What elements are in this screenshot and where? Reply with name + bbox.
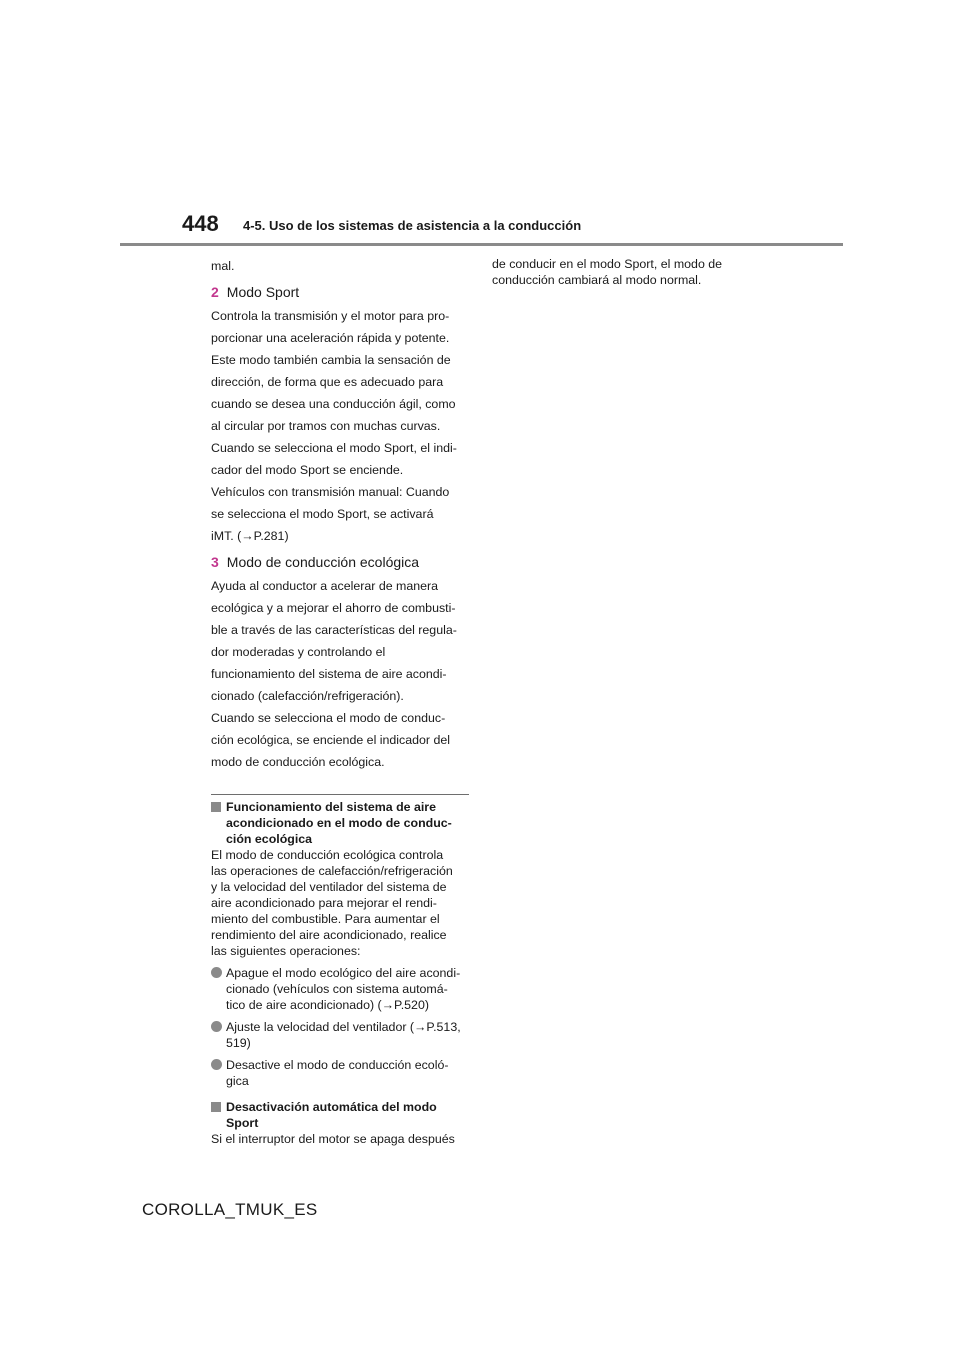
list-item <box>211 1019 469 1051</box>
note-text-sport-off <box>211 1131 469 1147</box>
bullet-line[interactable]: tico de aire acondicionado) (→P.520) <box>226 998 429 1012</box>
note-divider <box>211 794 469 795</box>
body-line: al circular por tramos con muchas curvas. <box>211 419 441 433</box>
circle-bullet-icon <box>211 1059 222 1070</box>
section-title: 4-5. Uso de los sistemas de asistencia a la conducción <box>243 218 582 233</box>
bullet-line: Desactive el modo de conducción ecoló- <box>226 1058 449 1072</box>
square-bullet-icon <box>211 1102 221 1112</box>
item-heading-sport <box>211 282 469 302</box>
circle-bullet-icon <box>211 967 222 978</box>
note-heading-line: Sport <box>226 1116 259 1130</box>
body-line: Vehículos con transmisión manual: Cuando <box>211 485 450 499</box>
item-title: Modo Sport <box>226 284 300 300</box>
note-line: y la velocidad del ventilador del sistema de <box>211 880 447 894</box>
body-line: se selecciona el modo Sport, se activará <box>211 507 434 521</box>
note-heading-line: acondicionado en el modo de conduc- <box>226 816 452 830</box>
page-number: 448 <box>182 211 219 236</box>
list-item <box>211 965 469 1013</box>
note-line: las siguientes operaciones: <box>211 944 361 958</box>
bullet-line: gica <box>226 1074 249 1088</box>
note-line: las operaciones de calefacción/refrigeración <box>211 864 453 878</box>
item-number: 3 <box>211 554 219 570</box>
note-text-ac <box>211 847 469 959</box>
body-line: cador del modo Sport se enciende. <box>211 463 404 477</box>
left-column <box>211 256 469 1147</box>
note-heading-line: ción ecológica <box>226 832 313 846</box>
bullet-line: Apague el modo ecológico del aire acondi- <box>226 966 461 980</box>
bullet-line[interactable]: 519) <box>226 1036 251 1050</box>
body-line: Controla la transmisión y el motor para pro- <box>211 309 450 323</box>
body-line: Este modo también cambia la sensación de <box>211 353 451 367</box>
body-line: Cuando se selecciona el modo Sport, el indi- <box>211 441 457 455</box>
body-line: Cuando se selecciona el modo de conduc- <box>211 711 446 725</box>
circle-bullet-icon <box>211 1021 222 1032</box>
note-line: de conducir en el modo Sport, el modo de <box>492 257 723 271</box>
list-item <box>211 1057 469 1089</box>
item-body-sport <box>211 306 469 546</box>
note-heading-line: Desactivación automática del modo <box>226 1100 437 1114</box>
bullet-line: cionado (vehículos con sistema automá- <box>226 982 448 996</box>
spacer <box>211 1089 469 1095</box>
item-heading-eco <box>211 552 469 572</box>
item-title: Modo de conducción ecológica <box>226 554 420 570</box>
body-line: dor moderadas y controlando el <box>211 645 386 659</box>
note-line: conducción cambiará al modo normal. <box>492 273 702 287</box>
body-line: funcionamiento del sistema de aire acondi- <box>211 667 447 681</box>
note-heading-sport-off <box>211 1099 469 1131</box>
note-line: aire acondicionado para mejorar el rendi- <box>211 896 437 910</box>
body-line: cuando se desea una conducción ágil, como <box>211 397 456 411</box>
note-line: rendimiento del aire acondicionado, realice <box>211 928 447 942</box>
body-line: ecológica y a mejorar el ahorro de combusti- <box>211 601 456 615</box>
body-line: dirección, de forma que es adecuado para <box>211 375 444 389</box>
note-line: miento del combustible. Para aumentar el <box>211 912 440 926</box>
body-line: ble a través de las características del regula- <box>211 623 457 637</box>
note-heading-line: Funcionamiento del sistema de aire <box>226 800 437 814</box>
note-line: Si el interruptor del motor se apaga después <box>211 1132 455 1146</box>
body-line: modo de conducción ecológica. <box>211 755 385 769</box>
square-bullet-icon <box>211 802 221 812</box>
continuation-text: mal. <box>211 259 235 273</box>
right-column <box>492 256 752 288</box>
note-line: El modo de conducción ecológica controla <box>211 848 444 862</box>
bullet-line[interactable]: Ajuste la velocidad del ventilador (→P.513, <box>226 1020 461 1034</box>
note-heading-ac <box>211 799 469 847</box>
body-line: cionado (calefacción/refrigeración). <box>211 689 404 703</box>
header-divider <box>120 243 843 246</box>
body-line: Ayuda al conductor a acelerar de manera <box>211 579 439 593</box>
body-line: ción ecológica, se enciende el indicador del <box>211 733 451 747</box>
item-body-eco <box>211 576 469 772</box>
item-number: 2 <box>211 284 219 300</box>
document-id: COROLLA_TMUK_ES <box>142 1200 318 1219</box>
body-line: porcionar una aceleración rápida y potente. <box>211 331 450 345</box>
page-reference[interactable]: iMT. (→P.281) <box>211 529 289 543</box>
